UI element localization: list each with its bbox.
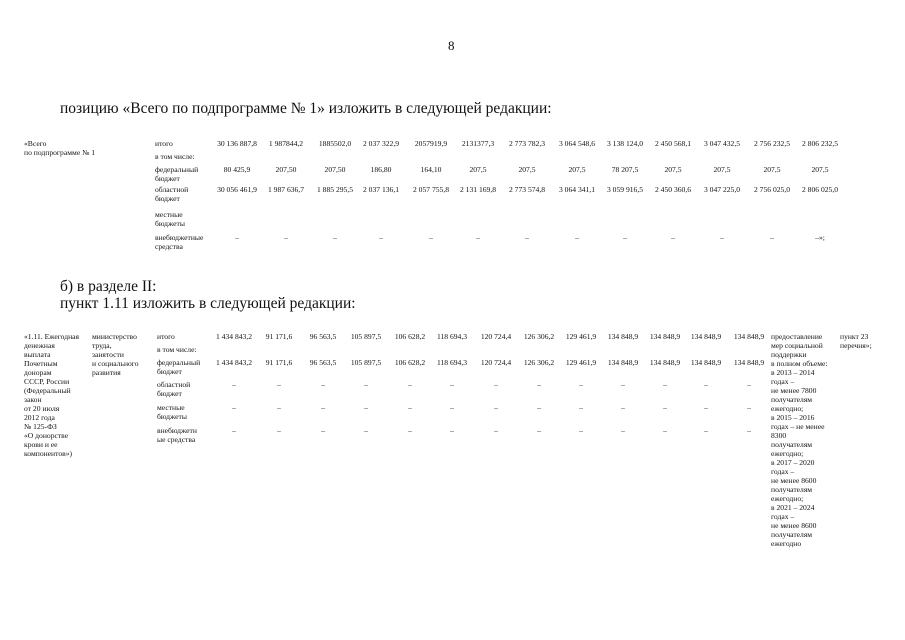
table2-value-cell: – bbox=[704, 426, 708, 435]
table2-value-cell: – bbox=[321, 403, 325, 412]
table1-value-cell: 1885502,0 bbox=[318, 139, 352, 148]
table2-result: предоставление мер социальной поддержки в полном объеме: в 2013 – 2014 годах – не менее 7800 получателям ежегодно; в 2015 – 2016 годах – не менее 8300 получателям ежегодно; в 2017 – 2020 годах – не менее 8600 получателям ежегодно; в 2021 – 2024 годах – не менее 8600 получателям ежегодно bbox=[771, 332, 828, 548]
table1-value-cell: 2 450 568,1 bbox=[654, 139, 692, 148]
table2-row-label: федеральный бюджет bbox=[157, 358, 201, 376]
table2-value-cell: – bbox=[364, 426, 368, 435]
page-number: 8 bbox=[448, 38, 455, 53]
table1-value-cell: 3 059 916,5 bbox=[606, 185, 644, 194]
table2-value-cell: – bbox=[232, 403, 236, 412]
table2-value-cell: – bbox=[321, 426, 325, 435]
table1-value-cell: – bbox=[379, 233, 383, 242]
table2-value-cell: – bbox=[232, 380, 236, 389]
table2-value-cell: 96 563,5 bbox=[309, 332, 337, 341]
table1-value-cell: 2131377,3 bbox=[461, 139, 495, 148]
table2-value-cell: – bbox=[494, 403, 498, 412]
table2-value-cell: – bbox=[321, 380, 325, 389]
table2-value-cell: – bbox=[621, 380, 625, 389]
table2-value-cell: 91 171,6 bbox=[265, 332, 293, 341]
table1-row-label: итого bbox=[155, 139, 173, 148]
table1-value-cell: 3 064 548,6 bbox=[558, 139, 596, 148]
table2-value-cell: – bbox=[494, 426, 498, 435]
table2-value-cell: – bbox=[579, 426, 583, 435]
table1-value-cell: 207,5 bbox=[469, 165, 487, 174]
table2-value-cell: 1 434 843,2 bbox=[215, 332, 253, 341]
table2-value-cell: – bbox=[663, 426, 667, 435]
table2-value-cell: 91 171,6 bbox=[265, 358, 293, 367]
heading-item-1-11: пункт 1.11 изложить в следующей редакции: bbox=[60, 295, 356, 312]
table2-row-label: в том числе: bbox=[157, 345, 197, 354]
table2-value-cell: 134 848,9 bbox=[649, 358, 681, 367]
table1-value-cell: 207,5 bbox=[811, 165, 829, 174]
table1-label: «Всего по подпрограмме № 1 bbox=[24, 139, 96, 157]
table1-value-cell: – bbox=[476, 233, 480, 242]
table1-value-cell: 2 756 232,5 bbox=[753, 139, 791, 148]
table1-value-cell: – bbox=[575, 233, 579, 242]
table2-value-cell: 134 848,9 bbox=[607, 358, 639, 367]
table2-value-cell: – bbox=[364, 403, 368, 412]
table1-value-cell: –»; bbox=[815, 233, 825, 242]
table2-value-cell: 1 434 843,2 bbox=[215, 358, 253, 367]
table2-value-cell: – bbox=[579, 380, 583, 389]
table1-row-label: внебюджетные средства bbox=[155, 233, 204, 251]
table2-value-cell: – bbox=[450, 380, 454, 389]
table2-value-cell: – bbox=[408, 380, 412, 389]
table2-value-cell: 134 848,9 bbox=[649, 332, 681, 341]
table2-row-label: внебюджетн ые средства bbox=[157, 426, 197, 444]
table1-value-cell: 2 450 360,6 bbox=[654, 185, 692, 194]
table1-value-cell: 3 138 124,0 bbox=[606, 139, 644, 148]
table2-value-cell: 106 628,2 bbox=[394, 332, 426, 341]
table2-value-cell: – bbox=[747, 426, 751, 435]
table2-value-cell: – bbox=[408, 403, 412, 412]
table1-row-label: областной бюджет bbox=[155, 185, 189, 203]
table2-value-cell: 129 461,9 bbox=[565, 358, 597, 367]
table2-value-cell: 106 628,2 bbox=[394, 358, 426, 367]
table1-value-cell: 2 806 025,0 bbox=[801, 185, 839, 194]
table2-value-cell: – bbox=[704, 380, 708, 389]
table1-value-cell: 207,5 bbox=[763, 165, 781, 174]
table2-value-cell: – bbox=[408, 426, 412, 435]
table1-value-cell: 2 037 322,9 bbox=[362, 139, 400, 148]
table2-value-cell: – bbox=[277, 380, 281, 389]
table2-value-cell: – bbox=[621, 403, 625, 412]
table1-value-cell: 2 806 232,5 bbox=[801, 139, 839, 148]
table1-value-cell: 2 773 782,3 bbox=[508, 139, 546, 148]
table2-value-cell: 126 306,2 bbox=[523, 358, 555, 367]
table1-value-cell: 207,5 bbox=[713, 165, 731, 174]
table1-value-cell: 1 987 636,7 bbox=[267, 185, 305, 194]
table1-value-cell: – bbox=[525, 233, 529, 242]
table2-value-cell: 118 694,3 bbox=[436, 358, 468, 367]
table2-value-cell: – bbox=[663, 380, 667, 389]
table1-value-cell: 30 056 461,9 bbox=[217, 185, 257, 194]
table1-row-label: федеральный бюджет bbox=[155, 165, 199, 183]
table1-value-cell: 207,5 bbox=[568, 165, 586, 174]
table1-value-cell: 207,5 bbox=[518, 165, 536, 174]
table1-row-label: в том числе: bbox=[155, 152, 195, 161]
table2-measure-name: «1.11. Ежегодная денежная выплата Почетным донорам СССР, России (Федеральный закон от 20 июля 2012 года № 125-ФЗ «О донорстве крови и ее компонентов») bbox=[24, 332, 80, 458]
table2-row-label: областной бюджет bbox=[157, 380, 191, 398]
table2-row-label: местные бюджеты bbox=[157, 403, 187, 421]
table2-value-cell: – bbox=[747, 403, 751, 412]
table1-value-cell: 1 885 295,5 bbox=[316, 185, 354, 194]
table1-value-cell: 3 064 341,1 bbox=[558, 185, 596, 194]
table1-value-cell: – bbox=[770, 233, 774, 242]
table2-value-cell: 134 848,9 bbox=[733, 332, 765, 341]
table1-value-cell: – bbox=[235, 233, 239, 242]
table2-value-cell: 118 694,3 bbox=[436, 332, 468, 341]
table2-value-cell: – bbox=[747, 380, 751, 389]
table1-value-cell: 164,10 bbox=[420, 165, 442, 174]
table2-value-cell: – bbox=[663, 403, 667, 412]
table1-value-cell: 3 047 432,5 bbox=[703, 139, 741, 148]
table2-row-label: итого bbox=[157, 332, 175, 341]
table2-value-cell: – bbox=[621, 426, 625, 435]
table1-value-cell: 207,50 bbox=[275, 165, 297, 174]
table1-value-cell: 2057919,9 bbox=[414, 139, 448, 148]
table1-value-cell: 1 987844,2 bbox=[268, 139, 304, 148]
table2-value-cell: 134 848,9 bbox=[733, 358, 765, 367]
table2-value-cell: – bbox=[494, 380, 498, 389]
table1-value-cell: 30 136 887,8 bbox=[217, 139, 257, 148]
table1-value-cell: – bbox=[429, 233, 433, 242]
table1-value-cell: – bbox=[720, 233, 724, 242]
table2-value-cell: – bbox=[537, 426, 541, 435]
table1-value-cell: – bbox=[333, 233, 337, 242]
table2-value-cell: 105 897,5 bbox=[350, 332, 382, 341]
table2-value-cell: – bbox=[364, 380, 368, 389]
table2-value-cell: – bbox=[450, 426, 454, 435]
table2-value-cell: 120 724,4 bbox=[480, 332, 512, 341]
table2-value-cell: – bbox=[277, 426, 281, 435]
table2-value-cell: – bbox=[704, 403, 708, 412]
table2-value-cell: 134 848,9 bbox=[690, 332, 722, 341]
table2-value-cell: 120 724,4 bbox=[480, 358, 512, 367]
table2-value-cell: 96 563,5 bbox=[309, 358, 337, 367]
heading-section-ii: б) в разделе II: bbox=[60, 278, 157, 295]
table1-value-cell: 3 047 225,0 bbox=[703, 185, 741, 194]
table1-value-cell: 2 037 136,1 bbox=[362, 185, 400, 194]
heading-position-total: позицию «Всего по подпрограмме № 1» изложить в следующей редакции: bbox=[60, 100, 552, 117]
table1-value-cell: 2 131 169,8 bbox=[459, 185, 497, 194]
table2-value-cell: 126 306,2 bbox=[523, 332, 555, 341]
table1-value-cell: 186,80 bbox=[370, 165, 392, 174]
table1-value-cell: 78 207,5 bbox=[611, 165, 639, 174]
table1-value-cell: 80 425,9 bbox=[223, 165, 251, 174]
table1-value-cell: 2 756 025,0 bbox=[753, 185, 791, 194]
table2-reference: пункт 23 перечня»; bbox=[840, 332, 872, 350]
table1-value-cell: 207,5 bbox=[664, 165, 682, 174]
table2-value-cell: – bbox=[537, 403, 541, 412]
table2-value-cell: 134 848,9 bbox=[607, 332, 639, 341]
table2-value-cell: 129 461,9 bbox=[565, 332, 597, 341]
table1-value-cell: – bbox=[623, 233, 627, 242]
table2-executor: министерство труда, занятости и социального развития bbox=[92, 332, 139, 377]
table2-value-cell: 134 848,9 bbox=[690, 358, 722, 367]
table1-value-cell: 207,50 bbox=[324, 165, 346, 174]
table1-row-label: местные бюджеты bbox=[155, 210, 185, 228]
table1-value-cell: – bbox=[671, 233, 675, 242]
table1-value-cell: 2 773 574,8 bbox=[508, 185, 546, 194]
table2-value-cell: – bbox=[579, 403, 583, 412]
table1-value-cell: 2 057 755,8 bbox=[412, 185, 450, 194]
table2-value-cell: – bbox=[277, 403, 281, 412]
table2-value-cell: – bbox=[450, 403, 454, 412]
table2-value-cell: – bbox=[537, 380, 541, 389]
table2-value-cell: – bbox=[232, 426, 236, 435]
table1-value-cell: – bbox=[284, 233, 288, 242]
table2-value-cell: 105 897,5 bbox=[350, 358, 382, 367]
